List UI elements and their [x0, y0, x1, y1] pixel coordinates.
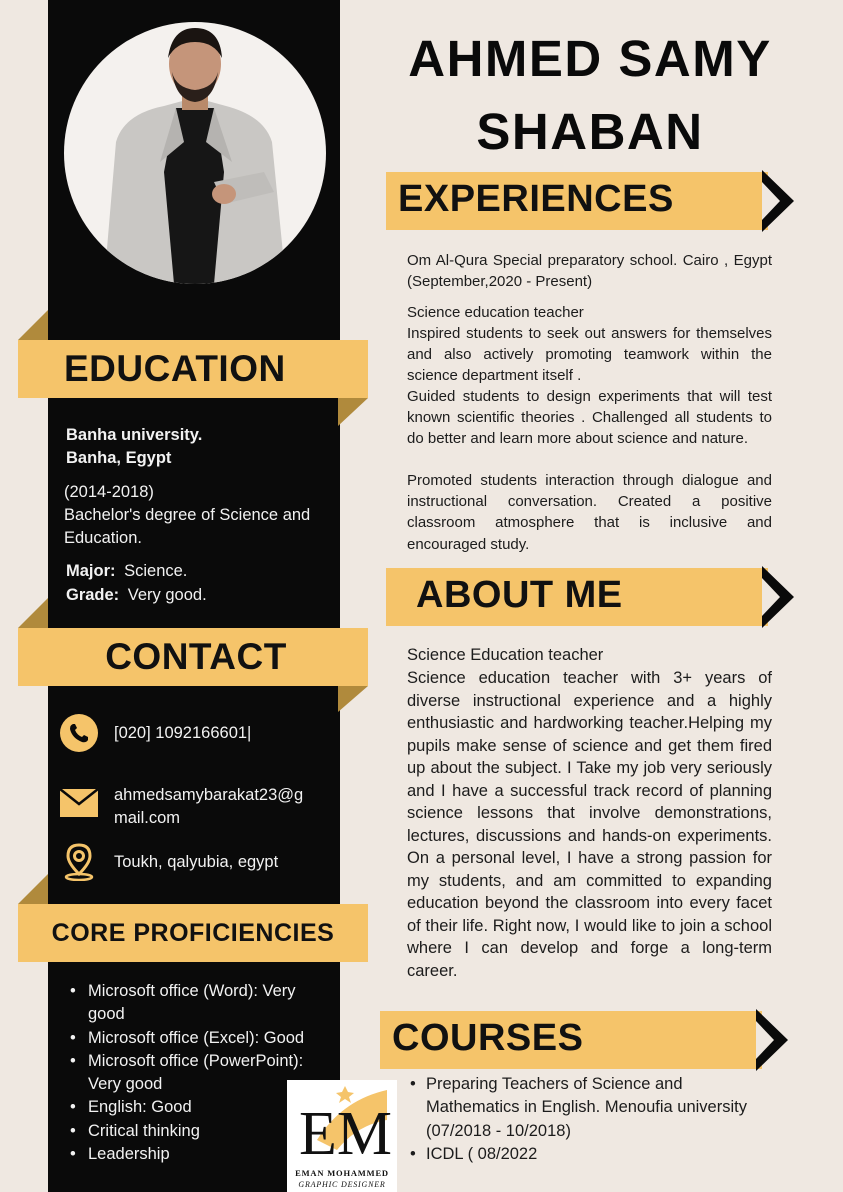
- education-major: [66, 560, 336, 583]
- contact-address-text: Toukh, qalyubia, egypt: [114, 853, 279, 871]
- education-university: Banha university.: [66, 426, 203, 444]
- phone-icon: [60, 714, 98, 752]
- education-degree: Bachelor's degree of Science and Education.: [64, 506, 311, 547]
- proficiencies-title: CORE PROFICIENCIES: [51, 918, 335, 947]
- profile-photo: [64, 22, 326, 284]
- proficiencies-ribbon-fold: [18, 874, 48, 904]
- experiences-arrow-inner: [762, 182, 780, 220]
- education-ribbon-fold-right: [338, 398, 368, 426]
- about-headline: Science Education teacher: [407, 646, 604, 664]
- contact-email-line1: ahmedsamybarakat23@g: [114, 786, 304, 804]
- list-item: • Critical thinking: [66, 1120, 336, 1143]
- list-item: • Microsoft office (Excel): Good: [66, 1027, 336, 1050]
- education-ribbon-fold: [18, 310, 48, 340]
- courses-list: [410, 1073, 760, 1166]
- courses-header: [380, 1011, 762, 1069]
- mail-icon: [60, 784, 98, 822]
- grade-value: Very good.: [127, 586, 207, 604]
- logo-role: GRAPHIC DESIGNER: [298, 1180, 386, 1189]
- experiences-employer: Om Al-Qura Special preparatory school. Cairo , Egypt (September,2020 - Present): [407, 252, 772, 291]
- contact-address: [60, 843, 278, 881]
- name-line1: AHMED SAMY: [408, 30, 772, 87]
- name-line2: SHABAN: [476, 103, 704, 160]
- contact-ribbon: [18, 628, 368, 686]
- education-location: Banha, Egypt: [66, 449, 172, 467]
- courses-title: COURSES: [392, 1017, 584, 1059]
- about-header: [386, 568, 768, 626]
- list-item: • ICDL ( 08/2022: [410, 1143, 760, 1166]
- education-grade: [66, 584, 336, 607]
- list-item: • Microsoft office (Word): Very good: [66, 980, 336, 1027]
- grade-label: Grade:: [66, 586, 120, 604]
- about-title: ABOUT ME: [416, 574, 623, 616]
- contact-phone[interactable]: [60, 714, 251, 752]
- contact-ribbon-fold-right: [338, 686, 368, 712]
- major-value: Science.: [124, 562, 188, 580]
- education-title: EDUCATION: [64, 348, 286, 389]
- experiences-role: Science education teacher: [407, 304, 584, 321]
- contact-email[interactable]: [60, 784, 303, 830]
- courses-arrow-inner: [756, 1021, 774, 1059]
- proficiencies-ribbon: [18, 904, 368, 962]
- course-1: • Preparing Teachers of Science and Mathematics in English. Menoufia university (07/2018 - 10/2018): [426, 1075, 747, 1140]
- education-ribbon: [18, 340, 368, 398]
- experiences-paragraph-3: Promoted students interaction through dialogue and instructional conversation. Created a positive classroom atmosphere that is inclusive and encouraged study.: [407, 472, 772, 553]
- about-text: Science education teacher with 3+ years of diverse instructional experience and a highly enthusiastic and hardworking teacher.Helping my pupils make sense of science and get them fired up about the subject. I Take my job very seriously and I have a successful track record of planning science lessons that involve demonstrations, lectures, discussions and hands-on experiments. On a personal level, I have a strong passion for my students, and am committed to expanding education beyond the classroom into every facet of their life. Right now, I would like to join a school where I can develop and forge a long-term career.: [407, 669, 772, 980]
- experiences-paragraph-1: Inspired students to seek out answers for themselves and also actively promoting teamwork within the science department itself .: [407, 325, 772, 385]
- contact-email-line2: mail.com: [114, 809, 181, 827]
- logo-initials: EM: [299, 1100, 392, 1168]
- logo-name: EMAN MOHAMMED: [295, 1168, 389, 1178]
- experiences-title: EXPERIENCES: [398, 178, 674, 220]
- experiences-header: [386, 172, 768, 230]
- contact-email-text: [114, 784, 303, 830]
- major-label: Major:: [66, 562, 116, 580]
- education-years: (2014-2018): [64, 483, 154, 501]
- list-item: • Leadership: [66, 1143, 336, 1166]
- contact-title: CONTACT: [105, 636, 287, 677]
- list-item: • Microsoft office (PowerPoint): Very good: [66, 1050, 336, 1097]
- list-item: • English: Good: [66, 1096, 336, 1119]
- about-arrow-inner: [762, 578, 780, 616]
- experiences-paragraph-2: Guided students to design experiments that will test known scientific theories . Challenged all students to do better and learn more about science and nature.: [407, 388, 772, 448]
- location-pin-icon: [60, 843, 98, 881]
- designer-logo: [287, 1080, 397, 1192]
- contact-ribbon-fold: [18, 598, 48, 628]
- list-item: [410, 1073, 760, 1143]
- contact-phone-text: [020] 1092166601|: [114, 724, 252, 742]
